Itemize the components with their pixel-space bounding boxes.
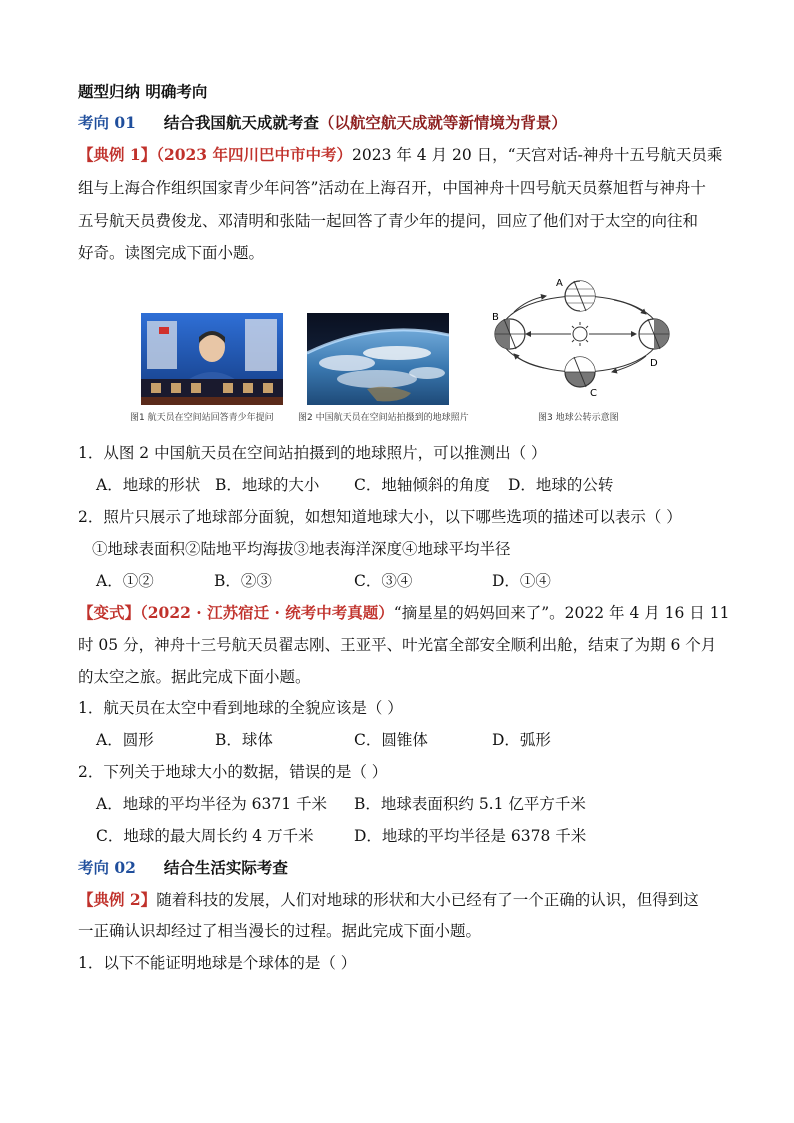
direction-2-label: 考向 02 [78, 858, 136, 877]
variant-source: （2022 · 江苏宿迁 · 统考中考真题） [140, 603, 394, 622]
variant-line-1 [78, 603, 729, 623]
direction-1-label: 考向 01 [78, 113, 136, 132]
question-2-stem: 2．照片只展示了地球部分面貌，如想知道地球大小，以下哪些选项的描述可以表示（ ） [78, 508, 682, 526]
question-4-option-b: B．地球表面积约 5.1 亿平方千米 [354, 795, 586, 813]
figure-1-photo [141, 313, 283, 405]
globe-d-icon [639, 319, 669, 349]
example-1-text: 2023 年 4 月 20 日，“天宫对话-神舟十五号航天员乘 [351, 146, 723, 164]
figure-3-diagram [484, 272, 684, 404]
example-2-line-2: 一正确认识却经过了相当漫长的过程。据此完成下面小题。 [78, 922, 482, 940]
question-5-stem: 1．以下不能证明地球是个球体的是（ ） [78, 954, 357, 972]
globe-c-icon [565, 357, 595, 387]
question-3-option-c: C．圆锥体 [354, 731, 428, 749]
globe-a-icon [565, 281, 595, 311]
question-4-option-a: A．地球的平均半径为 6371 千米 [96, 795, 327, 813]
figure-2-caption: 图2 中国航天员在空间站拍摄到的地球照片 [298, 413, 469, 423]
question-1-stem: 1．从图 2 中国航天员在空间站拍摄到的地球照片，可以推测出（ ） [78, 444, 547, 462]
section-title: 题型归纳 明确考向 [78, 82, 208, 101]
question-1-option-c: C．地轴倾斜的角度 [354, 476, 490, 494]
example-2-tag: 【典例 2】 [78, 890, 157, 909]
question-4-option-d: D．地球的平均半径是 6378 千米 [354, 827, 587, 845]
label-a: A [556, 278, 563, 289]
question-3-stem: 1．航天员在太空中看到地球的全貌应该是（ ） [78, 699, 403, 717]
earth-photo-image [307, 313, 449, 405]
figure-3-caption: 图3 地球公转示意图 [538, 413, 619, 423]
label-c: C [590, 388, 597, 399]
question-3-option-d: D．弧形 [492, 731, 551, 749]
variant-line-3: 的太空之旅。据此完成下面小题。 [78, 668, 311, 686]
variant-line-2: 时 05 分，神舟十三号航天员翟志刚、王亚平、叶光富全部安全顺利出舱，结束了为期 6 个月 [78, 636, 717, 654]
example-1-line-2: 组与上海合作组织国家青少年问答”活动在上海召开，中国神舟十四号航天员蔡旭哲与神舟十 [78, 179, 706, 197]
question-4-stem: 2．下列关于地球大小的数据，错误的是（ ） [78, 763, 388, 781]
example-1-line-4: 好奇。读图完成下面小题。 [78, 244, 265, 262]
example-1-source: （2023 年四川巴中市中考） [156, 145, 352, 164]
earth-revolution-diagram [484, 272, 684, 404]
sun-icon [568, 322, 592, 346]
example-1-line-3: 五号航天员费俊龙、邓清明和张陆一起回答了青少年的提问，回应了他们对于太空的向往和 [78, 212, 699, 230]
figure-1-caption: 图1 航天员在空间站回答青少年提问 [130, 413, 274, 423]
example-1-line-1 [78, 145, 722, 165]
direction-2-text: 结合生活实际考查 [163, 858, 288, 877]
example-1-tag: 【典例 1】 [78, 145, 157, 164]
example-2-text: 随着科技的发展，人们对地球的形状和大小已经有了一个正确的认识，但得到这 [156, 891, 699, 909]
label-d: D [650, 358, 658, 369]
question-1-option-d: D．地球的公转 [508, 476, 614, 494]
question-2-option-a: A．①② [96, 572, 154, 590]
variant-tag: 【变式】 [78, 603, 141, 622]
label-b: B [492, 312, 499, 323]
question-2-option-d: D．①④ [492, 572, 551, 590]
direction-1-text: 结合我国航天成就考查 [163, 113, 319, 132]
question-4-option-c: C．地球的最大周长约 4 万千米 [96, 827, 314, 845]
question-2-items: ①地球表面积②陆地平均海拔③地表海洋深度④地球平均半径 [92, 540, 511, 558]
direction-1-heading [78, 113, 567, 133]
example-2-line-1 [78, 890, 699, 910]
direction-1-note: （以航空航天成就等新情境为背景） [318, 113, 567, 132]
question-2-option-b: B．②③ [214, 572, 272, 590]
globe-b-icon [495, 319, 525, 349]
direction-2-heading [78, 858, 288, 878]
question-1-option-b: B．地球的大小 [215, 476, 320, 494]
variant-text: “摘星星的妈妈回来了”。2022 年 4 月 16 日 11 [393, 604, 730, 622]
astronaut-image [141, 313, 283, 405]
question-2-option-c: C．③④ [354, 572, 413, 590]
question-3-option-b: B．球体 [215, 731, 273, 749]
question-1-option-a: A．地球的形状 [96, 476, 201, 494]
question-3-option-a: A．圆形 [96, 731, 154, 749]
figure-2-photo [307, 313, 449, 405]
